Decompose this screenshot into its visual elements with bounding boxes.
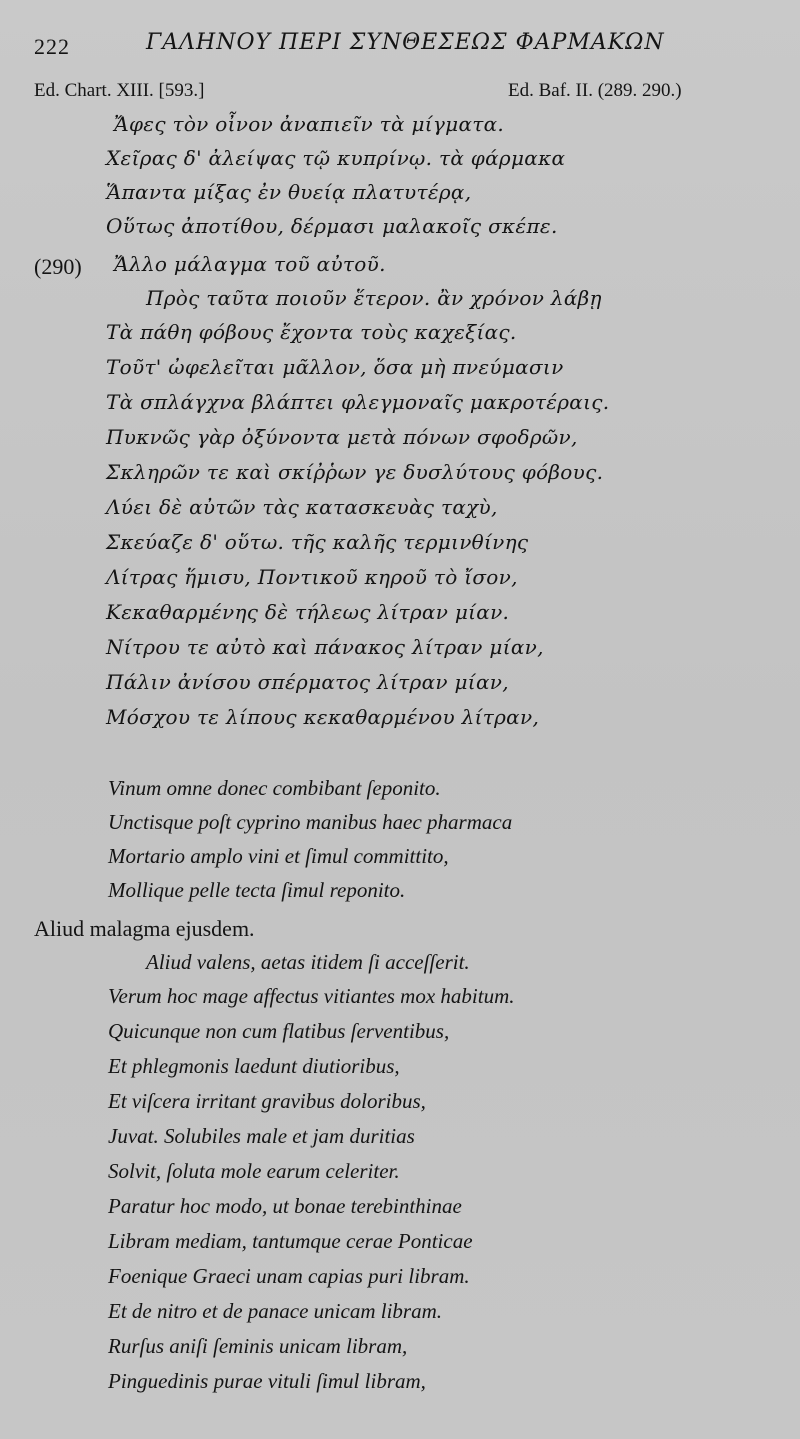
- latin-verse-line: Unctisque poſt cyprino manibus haec pharmaca: [108, 810, 513, 834]
- latin-verse-line: Foenique Graeci unam capias puri libram.: [108, 1264, 470, 1288]
- greek-verse-line: Λύει δὲ αὐτῶν τὰς κατασκευὰς ταχὺ,: [106, 495, 498, 519]
- greek-verse-line: Τοῦτ' ὠφελεῖται μᾶλλον, ὅσα μὴ πνεύμασιν: [106, 355, 564, 379]
- greek-verse-line: Οὕτως ἀποτίθου, δέρμασι μαλακοῖς σκέπε.: [106, 214, 558, 238]
- latin-verse-line: Libram mediam, tantumque cerae Ponticae: [108, 1229, 473, 1253]
- greek-verse-line: Ἄφες τὸν οἶνον ἀναπιεῖν τὰ μίγματα.: [114, 112, 505, 136]
- greek-verse-line: Κεκαθαρμένης δὲ τήλεως λίτραν μίαν.: [106, 600, 510, 624]
- latin-verse-line: Et viſcera irritant gravibus doloribus,: [108, 1089, 426, 1113]
- greek-verse-line: Τὰ σπλάγχνα βλάπτει φλεγμοναῖς μακροτέραις.: [106, 390, 610, 414]
- greek-verse-line: Τὰ πάθη φόβους ἔχοντα τοὺς καχεξίας.: [106, 320, 517, 344]
- greek-verse-line: Μόσχου τε λίπους κεκαθαρμένου λίτραν,: [106, 705, 540, 729]
- greek-verse-line: Πυκνῶς γὰρ ὀξύνοντα μετὰ πόνων σφοδρῶν,: [106, 425, 578, 449]
- latin-verse-line: Et de nitro et de panace unicam libram.: [108, 1299, 442, 1323]
- latin-verse-line: Paratur hoc modo, ut bonae terebinthinae: [108, 1194, 462, 1218]
- edition-reference-right: Ed. Baf. II. (289. 290.): [508, 80, 682, 101]
- latin-verse-line: Aliud valens, aetas itidem ſi acceſſerit.: [146, 950, 470, 974]
- latin-verse-line: Et phlegmonis laedunt diutioribus,: [108, 1054, 400, 1078]
- latin-verse-line: Juvat. Solubiles male et jam duritias: [108, 1124, 415, 1148]
- greek-verse-line: Πρὸς ταῦτα ποιοῦν ἕτερον. ἂν χρόνον λάβῃ: [146, 286, 602, 310]
- latin-verse-line: Pinguedinis purae vituli ſimul libram,: [108, 1369, 426, 1393]
- latin-section-heading: Aliud malagma ejusdem.: [34, 916, 255, 941]
- greek-verse-line: Σκεύαζε δ' οὕτω. τῆς καλῆς τερμινθίνης: [106, 530, 529, 554]
- greek-verse-line: Λίτρας ἥμισυ, Ποντικοῦ κηροῦ τὸ ἴσον,: [106, 565, 518, 589]
- greek-verse-line: Σκληρῶν τε καὶ σκίῤῥων γε δυσλύτους φόβους.: [106, 460, 604, 484]
- greek-verse-line: Χεῖρας δ' ἀλείψας τῷ κυπρίνῳ. τὰ φάρμακα: [106, 146, 566, 170]
- latin-verse-line: Verum hoc mage affectus vitiantes mox habitum.: [108, 984, 515, 1008]
- latin-verse-line: Solvit, ſoluta mole earum celeriter.: [108, 1159, 400, 1183]
- latin-verse-line: Vinum omne donec combibant ſeponito.: [108, 776, 441, 800]
- running-title: ΓΑΛΗΝΟΥ ΠΕΡΙ ΣΥΝΘΕΣΕΩΣ ΦΑΡΜΑΚΩΝ: [146, 30, 665, 55]
- margin-reference: (290): [34, 254, 82, 279]
- greek-section-heading: Ἄλλο μάλαγμα τοῦ αὐτοῦ.: [114, 252, 386, 276]
- latin-verse-line: Mollique pelle tecta ſimul reponito.: [108, 878, 406, 902]
- latin-verse-line: Quicunque non cum flatibus ſerventibus,: [108, 1019, 450, 1043]
- greek-verse-line: Πάλιν ἀνίσου σπέρματος λίτραν μίαν,: [106, 670, 509, 694]
- page-number: 222: [34, 34, 70, 59]
- greek-verse-line: Νίτρου τε αὐτὸ καὶ πάνακος λίτραν μίαν,: [106, 635, 544, 659]
- latin-verse-line: Mortario amplo vini et ſimul committito,: [108, 844, 449, 868]
- edition-reference-left: Ed. Chart. XIII. [593.]: [34, 80, 205, 101]
- latin-verse-line: Rurſus aniſi ſeminis unicam libram,: [108, 1334, 408, 1358]
- greek-verse-line: Ἅπαντα μίξας ἐν θυείᾳ πλατυτέρᾳ,: [106, 180, 472, 204]
